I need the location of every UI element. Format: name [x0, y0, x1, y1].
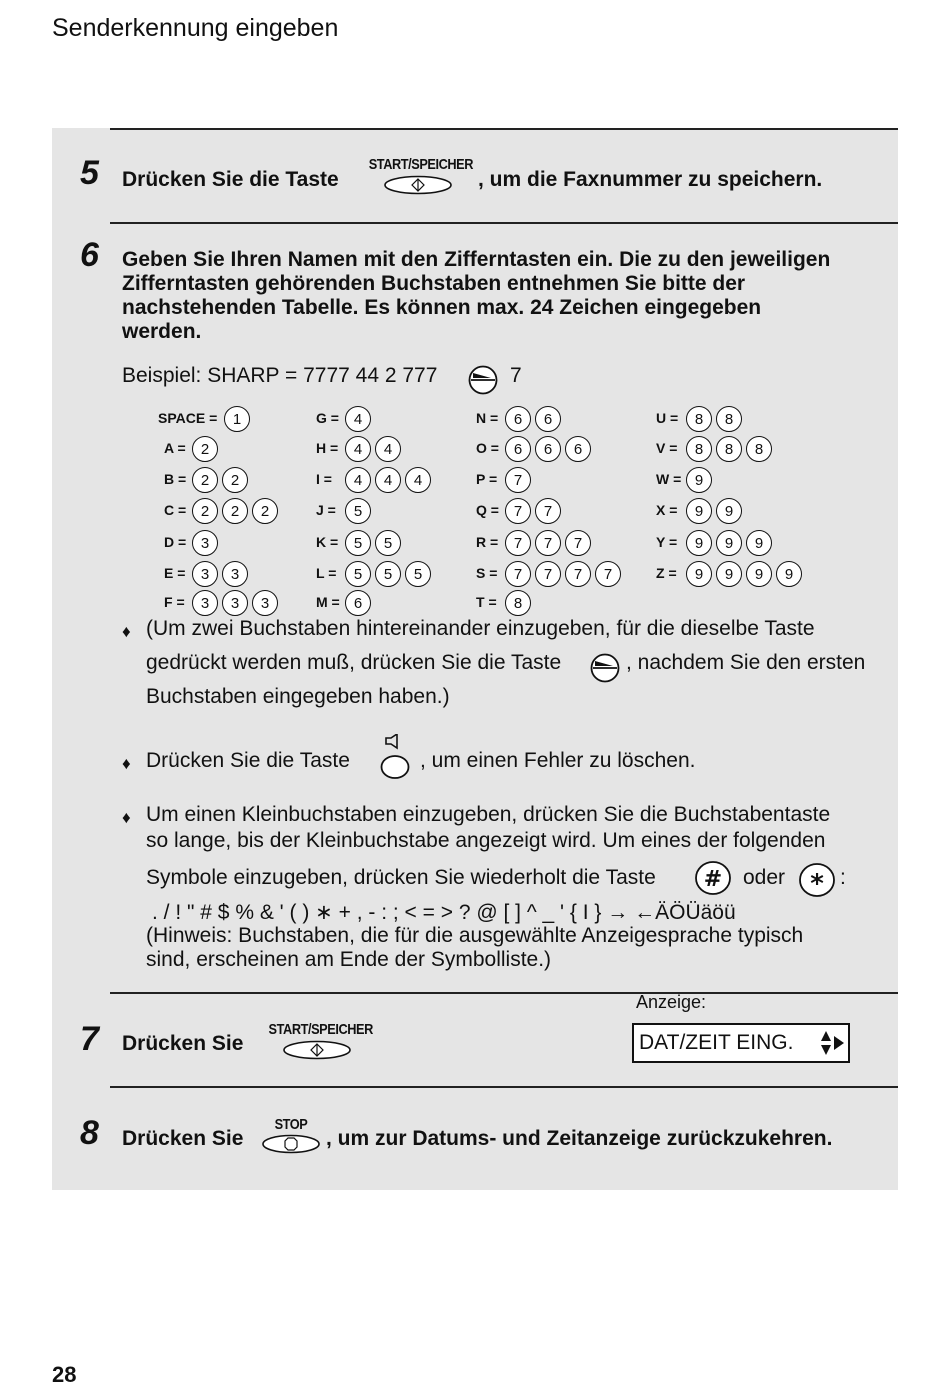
char-map-label: S = — [476, 565, 498, 581]
char-map-label: L = — [316, 565, 337, 581]
digit-key-icon: 7 — [565, 561, 591, 587]
digit-key-icon: 9 — [716, 498, 742, 524]
note1-line2: gedrückt werden muß, drücken Sie die Taste — [146, 651, 562, 674]
start-key-label: START/SPEICHER — [268, 1021, 373, 1038]
step-number-6: 6 — [80, 236, 99, 274]
step6-line: werden. — [122, 320, 202, 343]
digit-key-icon: 9 — [686, 530, 712, 556]
digit-key-icon: 5 — [405, 561, 431, 587]
step5-text-after: , um die Faxnummer zu speichern. — [478, 168, 823, 191]
digit-key-icon: 6 — [565, 436, 591, 462]
note3-line3: Symbole einzugeben, drücken Sie wiederholt die Taste — [146, 866, 656, 889]
digit-key-icon: 3 — [192, 561, 218, 587]
char-map-label: D = — [164, 534, 187, 550]
char-map-label: E = — [164, 565, 186, 581]
digit-key-icon: 5 — [345, 498, 371, 524]
digit-key-icon: 1 — [224, 406, 250, 432]
char-map-label: Y = — [656, 534, 678, 550]
step7-text: Drücken Sie — [122, 1032, 244, 1055]
stop-key-label: STOP — [274, 1116, 308, 1133]
digit-key-icon: 6 — [505, 436, 531, 462]
symbol-list-main: . / ! " # $ % & ' ( ) ∗ + , - : ; < = > ? @ [ ] ^ _ ' { I } — [152, 901, 602, 924]
digit-key-icon: 6 — [535, 436, 561, 462]
digit-key-icon: 7 — [505, 530, 531, 556]
diamond-icon: ♦ — [122, 754, 131, 773]
divider — [110, 222, 898, 224]
note3-hint1: (Hinweis: Buchstaben, die für die ausgewählte Anzeigesprache typisch — [146, 924, 804, 947]
symbol-list — [152, 900, 736, 925]
digit-key-icon: 9 — [776, 561, 802, 587]
note1-line1: (Um zwei Buchstaben hintereinander einzugeben, für die dieselbe Taste — [146, 617, 815, 640]
digit-key-icon: 4 — [345, 436, 371, 462]
note3-line2: so lange, bis der Kleinbuchstabe angezeigt wird. Um eines der folgenden — [146, 829, 826, 852]
digit-key-icon: 8 — [686, 436, 712, 462]
char-map-label: M = — [316, 594, 340, 610]
step-number-5: 5 — [80, 154, 99, 192]
right-arrow-icon: → — [607, 901, 629, 924]
char-map-label: Q = — [476, 502, 499, 518]
char-map-label: T = — [476, 594, 497, 610]
hash-key-icon[interactable] — [694, 860, 732, 896]
pause-arrow-icon[interactable] — [589, 653, 621, 683]
digit-key-icon: 9 — [746, 561, 772, 587]
diamond-icon: ♦ — [122, 622, 131, 641]
char-map-label: I = — [316, 471, 332, 487]
updown-arrow-icon — [820, 1030, 846, 1056]
digit-key-icon: 7 — [535, 530, 561, 556]
note1-line3: Buchstaben eingegeben haben.) — [146, 685, 450, 708]
digit-key-icon: 9 — [716, 530, 742, 556]
step6-line: Zifferntasten gehörenden Buchstaben entnehmen Sie bitte der — [122, 272, 746, 295]
start-speicher-key[interactable] — [360, 156, 476, 200]
char-map-label: G = — [316, 410, 339, 426]
step8-text: Drücken Sie — [122, 1127, 244, 1150]
char-map-label: Z = — [656, 565, 677, 581]
digit-key-icon: 2 — [192, 436, 218, 462]
digit-key-icon: 4 — [345, 406, 371, 432]
start-key-icon — [282, 1040, 352, 1060]
digit-key-icon: 7 — [535, 561, 561, 587]
digit-key-icon: 2 — [192, 467, 218, 493]
digit-key-icon: 7 — [595, 561, 621, 587]
note2-text: Drücken Sie die Taste — [146, 749, 350, 772]
digit-key-icon: 9 — [686, 498, 712, 524]
left-arrow-icon: ← — [634, 901, 656, 924]
step6-line: nachstehenden Tabelle. Es können max. 24 Zeichen eingegeben — [122, 296, 762, 319]
digit-key-icon: 2 — [252, 498, 278, 524]
digit-key-icon: 9 — [746, 530, 772, 556]
note3-line1: Um einen Kleinbuchstaben einzugeben, drücken Sie die Buchstabentaste — [146, 803, 831, 826]
digit-key-icon: 4 — [405, 467, 431, 493]
digit-key-icon: 8 — [746, 436, 772, 462]
digit-key-icon: 3 — [222, 561, 248, 587]
stop-key[interactable] — [258, 1116, 324, 1159]
char-map-label: C = — [164, 502, 187, 518]
digit-key-icon: 9 — [686, 467, 712, 493]
divider — [110, 992, 898, 994]
char-map-label: B = — [164, 471, 187, 487]
digit-key-icon: 2 — [192, 498, 218, 524]
char-map-label: U = — [656, 410, 679, 426]
digit-key-icon: 2 — [222, 498, 248, 524]
digit-key-icon: 8 — [716, 436, 742, 462]
note3-hint2: sind, erscheinen am Ende der Symbolliste.) — [146, 948, 552, 971]
start-key-icon — [383, 175, 453, 195]
char-map-label: V = — [656, 440, 678, 456]
digit-key-icon: 4 — [345, 467, 371, 493]
note1-line2b: , nachdem Sie den ersten — [626, 651, 866, 674]
digit-key-icon: 6 — [345, 590, 371, 616]
digit-key-icon: 8 — [686, 406, 712, 432]
symbol-list-umlauts: ÄÖÜäöü — [655, 901, 736, 924]
digit-key-icon: 7 — [565, 530, 591, 556]
star-key-icon[interactable] — [798, 862, 836, 898]
digit-key-icon: 4 — [375, 467, 401, 493]
stop-key-icon — [261, 1134, 321, 1154]
digit-key-icon: 3 — [192, 530, 218, 556]
digit-key-icon: 5 — [345, 561, 371, 587]
diamond-icon: ♦ — [122, 808, 131, 827]
digit-key-icon: 8 — [505, 590, 531, 616]
note3-colon: : — [840, 866, 846, 889]
char-map-label: R = — [476, 534, 499, 550]
page-number: 28 — [52, 1362, 77, 1387]
svg-text:*: * — [810, 869, 824, 898]
start-key-label: START/SPEICHER — [368, 156, 474, 173]
svg-text:#: # — [703, 867, 723, 892]
example-text: Beispiel: SHARP = 7777 44 2 777 — [122, 364, 438, 387]
digit-key-icon: 7 — [535, 498, 561, 524]
char-map-label: J = — [316, 502, 336, 518]
step6-text — [122, 248, 830, 344]
speaker-key-icon[interactable] — [378, 734, 412, 780]
pause-arrow-icon[interactable] — [467, 365, 499, 395]
display-text: DAT/ZEIT EING. — [639, 1031, 794, 1054]
digit-key-icon: 9 — [686, 561, 712, 587]
digit-key-icon: 4 — [375, 436, 401, 462]
char-map-label: A = — [164, 440, 186, 456]
lcd-display — [632, 1023, 850, 1063]
display-caption: Anzeige: — [636, 992, 707, 1012]
char-map-label: P = — [476, 471, 498, 487]
digit-key-icon: 7 — [505, 467, 531, 493]
digit-key-icon: 7 — [505, 498, 531, 524]
char-map-label: N = — [476, 410, 499, 426]
digit-key-icon: 2 — [222, 467, 248, 493]
divider — [110, 128, 898, 130]
char-map-label: K = — [316, 534, 339, 550]
char-map-label: F = — [164, 594, 185, 610]
digit-key-icon: 8 — [716, 406, 742, 432]
step6-line: Geben Sie Ihren Namen mit den Zifferntasten ein. Die zu den jeweiligen — [122, 248, 831, 271]
char-map-label: X = — [656, 502, 678, 518]
digit-key-icon: 3 — [222, 590, 248, 616]
page-title: Senderkennung eingeben — [52, 14, 339, 42]
divider — [110, 1086, 898, 1088]
digit-key-icon: 5 — [375, 561, 401, 587]
digit-key-icon: 3 — [192, 590, 218, 616]
step-number-7: 7 — [80, 1020, 99, 1058]
step8-text-after: , um zur Datums- und Zeitanzeige zurückzukehren. — [326, 1127, 833, 1150]
step5-text: Drücken Sie die Taste — [122, 168, 339, 191]
digit-key-icon: 5 — [345, 530, 371, 556]
char-map-label: H = — [316, 440, 339, 456]
example-tail: 7 — [510, 364, 522, 387]
char-map-label: O = — [476, 440, 499, 456]
digit-key-icon: 3 — [252, 590, 278, 616]
digit-key-icon: 6 — [505, 406, 531, 432]
digit-key-icon: 5 — [375, 530, 401, 556]
start-speicher-key[interactable] — [260, 1021, 374, 1065]
digit-key-icon: 6 — [535, 406, 561, 432]
digit-key-icon: 9 — [716, 561, 742, 587]
digit-key-icon: 7 — [505, 561, 531, 587]
step-number-8: 8 — [80, 1114, 99, 1152]
char-map-label: W = — [656, 471, 682, 487]
char-map-label: SPACE = — [158, 410, 218, 426]
note3-or: oder — [743, 866, 786, 889]
note2-text-after: , um einen Fehler zu löschen. — [420, 749, 696, 772]
